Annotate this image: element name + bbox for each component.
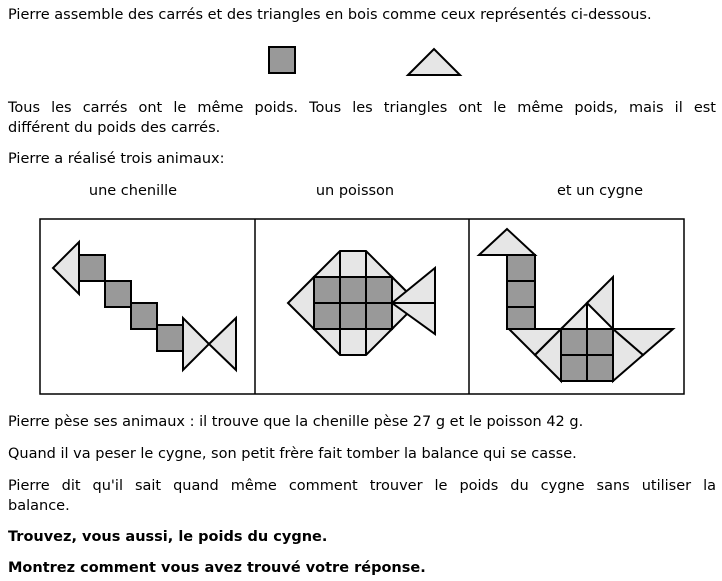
intro-text: Pierre assemble des carrés et des triangles en bois comme ceux représentés ci-dessous. <box>8 7 652 23</box>
fish-label: un poisson <box>315 183 395 199</box>
animals-intro-text: Pierre a réalisé trois animaux: <box>8 151 225 167</box>
caterpillar-label: une chenille <box>88 183 178 199</box>
fish-figure <box>288 251 435 355</box>
triangle-piece <box>408 49 460 75</box>
claim-text-line2: balance. <box>8 498 70 514</box>
scale-broken-text: Quand il va peser le cygne, son petit frère fait tomber la balance qui se casse. <box>8 446 577 462</box>
show-work-text: Montrez comment vous avez trouvé votre réponse. <box>8 560 426 576</box>
weights-text-line1: Tous les carrés ont le même poids. Tous les triangles ont le même poids, mais il est <box>8 100 716 116</box>
weights-text-line2: différent du poids des carrés. <box>8 120 221 136</box>
weighing-text: Pierre pèse ses animaux : il trouve que la chenille pèse 27 g et le poisson 42 g. <box>8 414 584 430</box>
task-text: Trouvez, vous aussi, le poids du cygne. <box>8 529 328 545</box>
swan-figure <box>479 229 673 381</box>
claim-text-line1: Pierre dit qu'il sait quand même comment trouver le poids du cygne sans utiliser la <box>8 478 716 494</box>
caterpillar-figure <box>53 242 236 370</box>
square-piece <box>269 47 295 73</box>
swan-label: et un cygne <box>556 183 644 199</box>
